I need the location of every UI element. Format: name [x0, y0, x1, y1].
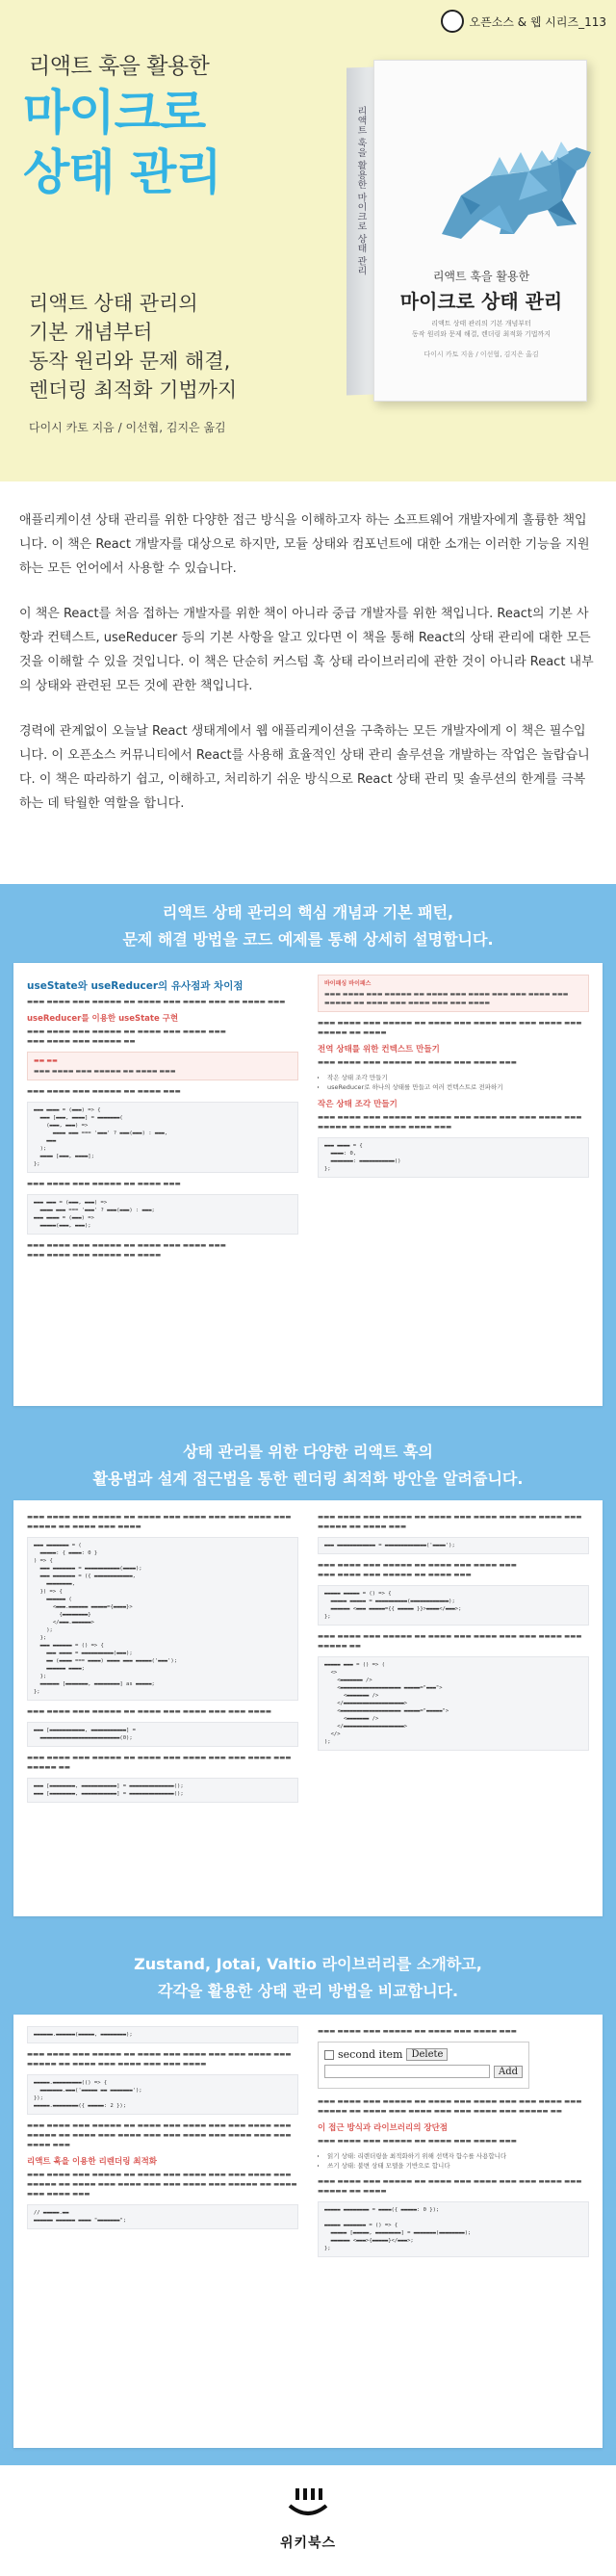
code-block: ▬▬▬▬▬▬.▬▬▬▬▬▬(▬▬▬▬▬, ▬▬▬▬▬▬▬▬);: [27, 2026, 298, 2043]
hero-desc-line: 기본 개념부터: [29, 321, 153, 344]
section-2-panel: [13, 1500, 603, 1916]
hero-subtitle: 리액트 훅을 활용한: [29, 54, 210, 79]
body-text: ▬▬▬ ▬▬▬▬ ▬▬▬ ▬▬▬▬▬ ▬▬ ▬▬▬▬ ▬▬▬: [27, 1180, 181, 1187]
book-cover: [346, 60, 587, 402]
code-block: ▬▬▬ ▬▬▬▬▬▬▬▬▬▬▬▬ = ▬▬▬▬▬▬▬▬▬▬▬▬▬('▬▬▬▬');: [318, 1537, 589, 1554]
book-spine-title: 리액트 훅을 활용한 마이크로 상태 관리: [355, 105, 366, 276]
body-text: ▬▬▬ ▬▬▬▬ ▬▬▬ ▬▬▬▬▬ ▬▬ ▬▬▬▬ ▬▬▬ ▬▬▬▬ ▬▬▬ ▬▬▬ ▬▬▬▬ ▬▬▬ ▬▬▬▬▬ ▬▬ ▬▬▬▬ ▬▬▬: [318, 1513, 582, 1530]
book-tagline: [374, 319, 588, 340]
body-text: ▬▬▬ ▬▬▬▬ ▬▬▬ ▬▬▬▬▬ ▬▬ ▬▬▬▬ ▬▬▬ ▬▬▬▬ ▬▬▬: [318, 2137, 517, 2145]
intro-paragraph: 이 책은 React를 처음 접하는 개발자를 위한 책이 아니라 중급 개발자를 위한 책입니다. React의 기본 사항과 컨텍스트, useReducer 등의 기본 사항을 알고 있다면 이 책을 통해 React의 상태 관리에 대한 모든 것을 이해할 수 있을 것입니다. 이 책은 단순히 커스텀 훅 상태 라이브러리에 관한 것이 아니라 React 내부의 상태와 관련된 모든 것에 관한 책입니다.: [19, 607, 594, 693]
section-2-right-column: [318, 1512, 589, 1905]
delete-button[interactable]: Delete: [406, 2048, 448, 2061]
book-tagline-1: 리액트 상태 관리의 기본 개념부터: [431, 320, 531, 327]
publisher-logo-icon: [284, 2485, 332, 2523]
code-block: ▬▬▬ ▬▬▬ = (▬▬▬, ▬▬▬) => ▬▬▬▬ ▬▬▬ === '▬▬▬' ? ▬▬▬(▬▬▬) : ▬▬▬; ▬▬▬ ▬▬▬▬ = (▬▬▬) => ▬▬▬▬▬(▬▬▬, ▬▬▬);: [27, 1194, 298, 1235]
section-1-right-sub: 작은 상태 조각 만들기: [318, 1100, 398, 1109]
body-text: ▬▬▬ ▬▬▬▬ ▬▬▬ ▬▬▬▬▬ ▬▬ ▬▬▬▬ ▬▬▬ ▬▬▬▬ ▬▬▬ ▬▬▬ ▬▬▬▬ ▬▬▬ ▬▬▬▬▬ ▬▬ ▬▬▬▬ ▬▬▬ ▬▬▬▬ ▬▬▬: [318, 1113, 582, 1131]
book-author: 다이시 카토 지음 / 이선협, 김지은 옮김: [424, 351, 539, 358]
section-1-heading: [0, 899, 616, 953]
bullet-list: [327, 1073, 589, 1092]
section-3-heading-line1: Zustand, Jotai, Valtio 라이브러리를 소개하고,: [134, 1955, 482, 1973]
hero: [0, 0, 616, 481]
intro-paragraph: 애플리케이션 상태 관리를 위한 다양한 접근 방식을 이해하고자 하는 소프트웨어 개발자에게 훌륭한 책입니다. 이 책은 React 개발자를 대상으로 하지만, 모듈 상태와 컴포넌트에 대한 소개는 이러한 기능을 지원하는 모든 언어에서 사용할 수 있습니다.: [19, 513, 590, 576]
section-2-heading: [0, 1439, 616, 1493]
add-row: [324, 2065, 523, 2078]
bullet-item: • useReducer로 하나의 상태를 만들고 여러 컨텍스트로 전파하기: [327, 1082, 589, 1092]
body-text: ▬▬▬ ▬▬▬▬ ▬▬▬ ▬▬▬▬▬ ▬▬ ▬▬▬▬ ▬▬▬ ▬▬▬▬ ▬▬▬: [318, 2027, 517, 2035]
section-2-heading-line1: 상태 관리를 위한 다양한 리액트 훅의: [183, 1443, 433, 1461]
code-block: // ▬▬▬▬▬.▬▬ ▬▬▬▬▬▬ ▬▬▬▬▬▬ ▬▬▬▬ "▬▬▬▬▬▬▬";: [27, 2204, 298, 2229]
code-block: ▬▬▬▬▬ ▬▬▬▬▬ = () => { ▬▬▬▬▬ ▬▬▬▬▬ = ▬▬▬▬▬▬▬▬▬▬(▬▬▬▬▬▬▬▬▬▬▬▬); ▬▬▬▬▬▬ <▬▬▬ ▬▬▬▬▬={{ ▬▬▬▬▬ }}>▬▬▬▬</▬▬▬>; };: [318, 1585, 589, 1626]
code-block: ▬▬▬ [▬▬▬▬▬▬▬▬▬▬▬, ▬▬▬▬▬▬▬▬▬▬▬] = ▬▬▬▬▬▬▬▬▬▬▬▬▬▬▬▬▬▬▬▬▬▬▬▬▬(0);: [27, 1722, 298, 1747]
section-1-right-sub: 전역 상태를 위한 컨텍스트 만들기: [318, 1045, 440, 1054]
hero-desc-line: 렌더링 최적화 기법까지: [29, 378, 238, 402]
code-block: ▬▬▬ ▬▬▬▬ = { ▬▬▬▬: 0, ▬▬▬▬▬▬▬: ▬▬▬▬▬▬▬▬▬▬▬() };: [318, 1137, 589, 1178]
hero-title-line1: 마이크로: [23, 85, 206, 141]
section-2-left-column: [27, 1512, 298, 1905]
body-text: ▬▬▬ ▬▬▬▬ ▬▬▬ ▬▬▬▬▬ ▬▬ ▬▬▬▬ ▬▬▬ ▬▬▬▬ ▬▬▬ ▬▬▬ ▬▬▬▬ ▬▬▬ ▬▬▬▬▬ ▬▬ ▬▬▬▬: [27, 1241, 226, 1259]
book-small-title: 리액트 훅을 활용한: [432, 270, 530, 283]
body-text: ▬▬▬ ▬▬▬▬ ▬▬▬ ▬▬▬▬▬ ▬▬ ▬▬▬▬ ▬▬▬ ▬▬▬▬ ▬▬▬ ▬▬▬ ▬▬▬▬ ▬▬▬ ▬▬▬▬▬ ▬▬ ▬▬▬▬: [318, 1019, 582, 1036]
note-title: 바이패싱 바이패스: [324, 980, 372, 987]
body-text: ▬▬▬ ▬▬▬▬ ▬▬▬ ▬▬▬▬▬ ▬▬ ▬▬▬▬ ▬▬▬ ▬▬▬▬ ▬▬▬ ▬▬▬ ▬▬▬▬ ▬▬▬ ▬▬▬▬▬ ▬▬ ▬▬▬▬ ▬▬▬: [318, 1561, 517, 1578]
section-3-right-column: [318, 2026, 589, 2436]
body-text: ▬▬▬ ▬▬▬▬ ▬▬▬ ▬▬▬▬▬ ▬▬ ▬▬▬▬ ▬▬▬ ▬▬▬▬ ▬▬▬ ▬▬▬ ▬▬▬▬ ▬▬▬ ▬▬▬▬▬ ▬▬ ▬▬▬▬ ▬▬▬ ▬▬▬▬ ▬▬▬ ▬▬▬ ▬▬▬▬ ▬▬▬ ▬▬▬▬ ▬▬▬ ▬▬▬ ▬▬▬▬ ▬▬▬: [27, 2121, 292, 2148]
body-text: ▬▬▬ ▬▬▬▬ ▬▬▬ ▬▬▬▬▬ ▬▬ ▬▬▬▬ ▬▬▬ ▬▬▬▬ ▬▬▬ ▬▬▬ ▬▬▬▬ ▬▬▬ ▬▬▬▬▬ ▬▬: [318, 1632, 582, 1650]
section-1-right-column: [318, 975, 589, 1394]
section-2-heading-line2: 활용법과 설계 접근법을 통한 렌더링 최적화 방안을 알려줍니다.: [92, 1470, 524, 1488]
code-block: ▬▬▬ [▬▬▬▬▬▬▬▬, ▬▬▬▬▬▬▬▬▬▬▬] = ▬▬▬▬▬▬▬▬▬▬▬▬▬▬(); ▬▬▬ [▬▬▬▬▬▬▬▬, ▬▬▬▬▬▬▬▬▬▬▬] = ▬▬▬▬▬▬▬▬▬▬▬▬▬▬();: [27, 1778, 298, 1803]
section-3-left-sub: 리액트 훅을 이용한 리렌더링 최적화: [27, 2157, 158, 2167]
body-text: ▬▬▬ ▬▬▬▬ ▬▬▬ ▬▬▬▬▬ ▬▬ ▬▬▬▬ ▬▬▬ ▬▬▬▬ ▬▬▬ ▬▬▬ ▬▬▬▬ ▬▬▬ ▬▬▬▬▬ ▬▬: [27, 1028, 226, 1045]
hero-title-line2: 상태 관리: [23, 144, 221, 200]
note-box: ▬▬ ▬▬ ▬▬▬ ▬▬▬▬ ▬▬▬ ▬▬▬▬▬ ▬▬ ▬▬▬▬ ▬▬▬: [27, 1052, 298, 1080]
body-text: ▬▬▬ ▬▬▬▬ ▬▬▬ ▬▬▬▬▬ ▬▬ ▬▬▬▬ ▬▬▬ ▬▬▬▬ ▬▬▬ ▬▬▬ ▬▬▬▬ ▬▬▬ ▬▬▬▬▬ ▬▬ ▬▬▬▬ ▬▬▬ ▬▬▬▬ ▬▬▬ ▬▬▬ ▬▬▬▬: [27, 2050, 292, 2068]
hero-description: [29, 289, 237, 404]
code-block: ▬▬▬ ▬▬▬▬▬▬▬ = ( ▬▬▬▬▬: { ▬▬▬▬: 0 } ) => { ▬▬▬ ▬▬▬▬▬▬▬ = ▬▬▬▬▬▬▬▬▬▬▬(▬▬▬▬); ▬▬▬ ▬▬▬▬▬▬▬ = ({ ▬▬▬▬▬▬▬▬▬▬▬▬, ▬▬▬▬▬▬▬▬, }) => { ▬▬▬▬▬▬ ( <▬▬▬.▬▬▬▬▬▬ ▬▬▬▬▬={▬▬▬▬}> {▬▬▬▬▬▬▬▬} </▬▬▬.▬▬▬▬▬▬> ); }; ▬▬▬ ▬▬▬▬▬▬ = () => { ▬▬▬ ▬▬▬▬ = ▬▬▬▬▬▬▬▬▬▬(▬▬▬); ▬▬ (▬▬▬▬ === ▬▬▬▬) ▬▬▬▬ ▬▬▬ ▬▬▬▬▬('▬▬▬'); ▬▬▬▬▬▬ ▬▬▬▬; }; ▬▬▬▬▬▬ [▬▬▬▬▬▬▬, ▬▬▬▬▬▬▬▬] as ▬▬▬▬▬; };: [27, 1537, 298, 1701]
body-text: ▬▬▬ ▬▬▬▬ ▬▬▬ ▬▬▬▬▬ ▬▬ ▬▬▬▬ ▬▬▬ ▬▬▬▬ ▬▬▬: [318, 1058, 517, 1066]
body-text: ▬▬▬ ▬▬▬▬ ▬▬▬ ▬▬▬▬▬ ▬▬ ▬▬▬▬ ▬▬▬ ▬▬▬▬ ▬▬▬ ▬▬▬ ▬▬▬▬ ▬▬▬ ▬▬▬▬▬ ▬▬: [27, 1754, 292, 1771]
footer: [0, 2465, 616, 2576]
todo-checkbox[interactable]: [324, 2050, 334, 2060]
code-block: ▬▬▬▬▬ ▬▬▬ = () => ( <> <▬▬▬▬▬▬▬ /> <▬▬▬▬▬▬▬▬▬▬▬▬▬▬▬▬▬▬▬ ▬▬▬▬▬="▬▬▬"> <▬▬▬▬▬▬▬ /> </▬▬▬▬▬▬▬▬▬▬▬▬▬▬▬▬▬▬▬> <▬▬▬▬▬▬▬▬▬▬▬▬▬▬▬▬▬▬▬ ▬▬▬▬▬="▬▬▬▬▬"> <▬▬▬▬▬▬▬ /> </▬▬▬▬▬▬▬▬▬▬▬▬▬▬▬▬▬▬▬> </> );: [318, 1656, 589, 1751]
series-label: [441, 10, 606, 33]
dinosaur-illustration-icon: [423, 118, 605, 263]
hero-desc-line: 리액트 상태 관리의: [29, 292, 198, 315]
section-3-right-sub: 이 접근 방식과 라이브러리의 장단점: [318, 2123, 449, 2133]
note-box: 바이패싱 바이패스 ▬▬▬ ▬▬▬▬ ▬▬▬ ▬▬▬▬▬ ▬▬ ▬▬▬▬ ▬▬▬ ▬▬▬▬ ▬▬▬ ▬▬▬ ▬▬▬▬ ▬▬▬ ▬▬▬▬▬ ▬▬ ▬▬▬▬ ▬▬▬ ▬▬▬▬ ▬▬▬ ▬▬▬ ▬▬▬▬: [318, 975, 589, 1012]
bullet-item: • 쓰기 상태: 불변 상태 모델을 기반으로 합니다: [327, 2161, 589, 2171]
bullet-item: • 읽기 상태: 리렌더링을 최적화하기 위해 선택자 함수를 사용합니다: [327, 2151, 589, 2161]
body-text: ▬▬▬ ▬▬▬▬ ▬▬▬ ▬▬▬▬▬ ▬▬ ▬▬▬▬ ▬▬▬ ▬▬▬▬ ▬▬▬ ▬▬▬ ▬▬▬▬ ▬▬▬ ▬▬▬▬▬ ▬▬ ▬▬▬▬ ▬▬▬ ▬▬▬▬ ▬▬▬ ▬▬▬ ▬▬▬▬ ▬▬▬ ▬▬▬▬▬ ▬▬ ▬▬▬▬ ▬▬▬ ▬▬▬▬ ▬▬▬: [27, 2171, 297, 2198]
code-block: ▬▬▬▬▬ ▬▬▬▬▬▬▬▬ = ▬▬▬▬({ ▬▬▬▬▬: 0 }); ▬▬▬▬▬ ▬▬▬▬▬▬▬ = () => { ▬▬▬▬▬ [▬▬▬▬▬, ▬▬▬▬▬▬▬▬] = ▬▬▬▬▬▬▬(▬▬▬▬▬▬▬▬); ▬▬▬▬▬▬ <▬▬▬>{▬▬▬▬▬}</▬▬▬>; };: [318, 2201, 589, 2257]
section-1-left-sub: useReducer를 이용한 useState 구현: [27, 1014, 179, 1024]
section-1-panel: [13, 963, 603, 1406]
book-front: [373, 60, 587, 402]
intro-paragraph: 경력에 관계없이 오늘날 React 생태계에서 웹 애플리케이션을 구축하는 모든 개발자에게 이 책은 필수입니다. 이 오픈소스 커뮤니티에서 React를 사용해 효율적인 상태 관리 솔루션을 개발하는 작업은 놀랍습니다. 이 책은 따라하기 쉽고, 이해하고, 처리하기 쉬운 방식으로 React 상태 관리 및 솔루션의 한계를 극복하는 데 탁월한 역할을 합니다.: [19, 724, 590, 811]
body-text: ▬▬▬ ▬▬▬▬ ▬▬▬ ▬▬▬▬▬ ▬▬ ▬▬▬▬ ▬▬▬ ▬▬▬▬ ▬▬▬ ▬▬▬ ▬▬▬▬ ▬▬▬ ▬▬▬▬▬ ▬▬ ▬▬▬▬ ▬▬▬ ▬▬▬▬: [27, 1513, 292, 1530]
body-text: ▬▬▬ ▬▬▬▬ ▬▬▬ ▬▬▬▬▬ ▬▬ ▬▬▬▬ ▬▬▬ ▬▬▬▬ ▬▬▬ ▬▬▬ ▬▬▬▬ ▬▬▬ ▬▬▬▬▬ ▬▬ ▬▬▬▬ ▬▬▬ ▬▬▬▬ ▬▬▬ ▬▬▬ ▬▬▬▬ ▬▬▬ ▬▬▬▬▬ ▬▬: [318, 2097, 582, 2115]
publisher-name: 위키북스: [279, 2536, 337, 2551]
series-text: 오픈소스 & 웹 시리즈_113: [469, 14, 606, 29]
intro-section: [0, 481, 616, 886]
body-text: ▬▬▬ ▬▬▬▬ ▬▬▬ ▬▬▬▬▬ ▬▬ ▬▬▬▬ ▬▬▬ ▬▬▬▬ ▬▬▬ ▬▬▬ ▬▬▬▬ ▬▬▬ ▬▬▬▬▬ ▬▬ ▬▬▬▬: [318, 2177, 582, 2195]
section-3-heading: [0, 1951, 616, 2005]
section-3-panel: [13, 2015, 603, 2448]
todo-item-label: second item: [338, 2048, 403, 2061]
section-1-left-title: useState와 useReducer의 유사점과 차이점: [27, 980, 244, 992]
todo-widget-screenshot: [318, 2042, 529, 2089]
body-text: ▬▬▬ ▬▬▬▬ ▬▬▬ ▬▬▬▬▬ ▬▬ ▬▬▬▬ ▬▬▬ ▬▬▬▬ ▬▬▬ ▬▬▬ ▬▬▬▬: [27, 1707, 272, 1715]
hero-desc-line: 동작 원리와 문제 해결,: [29, 350, 231, 373]
todo-input[interactable]: [324, 2065, 490, 2078]
bullet-list: [327, 2151, 589, 2171]
body-text: ▬▬▬ ▬▬▬▬ ▬▬▬ ▬▬▬▬▬ ▬▬ ▬▬▬▬ ▬▬▬ ▬▬▬▬ ▬▬▬ ▬▬ ▬▬▬▬ ▬▬▬: [27, 998, 286, 1005]
code-block: ▬▬▬ ▬▬▬▬ = (▬▬▬) => { ▬▬▬ [▬▬▬, ▬▬▬▬] = ▬▬▬▬▬▬▬( (▬▬▬, ▬▬▬) => ▬▬▬▬ ▬▬▬ === '▬▬▬' ? ▬▬▬(▬▬▬) : ▬▬▬, ▬▬▬ ); ▬▬▬▬ [▬▬▬, ▬▬▬▬]; };: [27, 1102, 298, 1173]
book-big-title: 마이크로 상태 관리: [399, 290, 563, 313]
section-1-heading-line2: 문제 해결 방법을 코드 예제를 통해 상세히 설명합니다.: [122, 930, 494, 949]
section-1-left-column: [27, 975, 298, 1394]
bullet-item: • 작은 상태 조각 만들기: [327, 1073, 589, 1082]
section-1-heading-line1: 리액트 상태 관리의 핵심 개념과 기본 패턴,: [162, 903, 454, 922]
code-block: ▬▬▬▬▬.▬▬▬▬▬▬▬▬▬(() => { ▬▬▬▬▬▬▬.▬▬▬('▬▬▬▬▬ ▬▬ ▬▬▬▬▬▬▬'); }); ▬▬▬▬▬.▬▬▬▬▬▬▬▬({ ▬▬▬▬▬: 2 });: [27, 2074, 298, 2115]
section-3-heading-line2: 각각을 활용한 상태 관리 방법을 비교합니다.: [157, 1982, 459, 2000]
add-button[interactable]: Add: [494, 2066, 523, 2078]
series-circle-icon: [441, 10, 464, 33]
book-tagline-2: 동작 원리와 문제 해결, 렌더링 최적화 기법까지: [411, 330, 552, 338]
section-3-left-column: [27, 2026, 298, 2436]
hero-title: [23, 83, 221, 202]
hero-author: 다이시 카토 지음 / 이선협, 김지은 옮김: [29, 421, 226, 434]
body-text: ▬▬▬ ▬▬▬▬ ▬▬▬ ▬▬▬▬▬ ▬▬ ▬▬▬▬ ▬▬▬: [27, 1087, 181, 1095]
book-spine: [346, 66, 375, 395]
todo-row: [324, 2048, 523, 2061]
